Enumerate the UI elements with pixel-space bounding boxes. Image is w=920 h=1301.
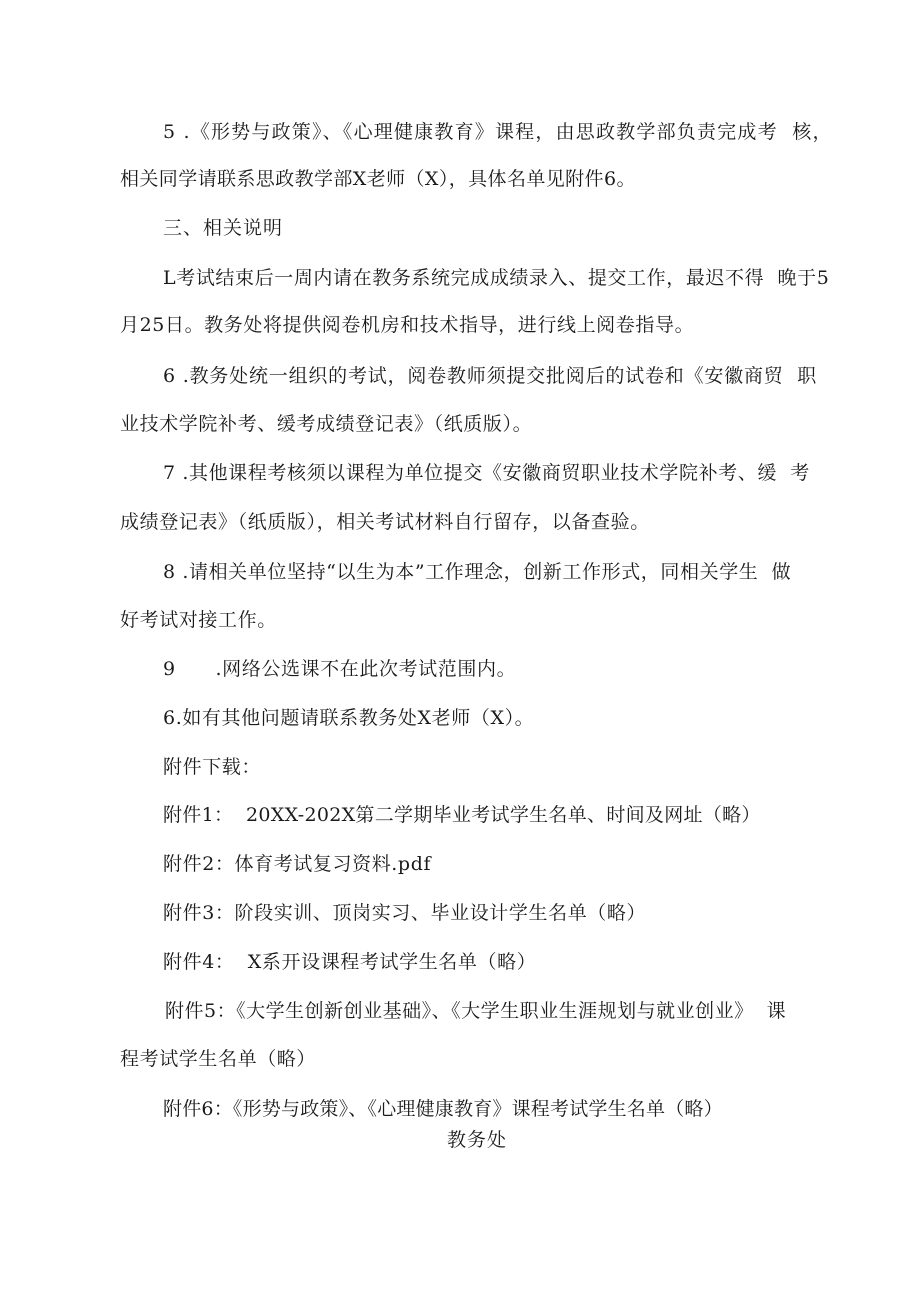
paragraph-line: 8 .请相关单位坚持“以生为本”工作理念，创新工作形式，同相关学生 做 [163, 561, 792, 583]
attachment-link-5-continued[interactable]: 程考试学生名单（略） [120, 1048, 317, 1070]
paragraph-line: 相关同学请联系思政教学部X老师（X），具体名单见附件6。 [120, 168, 636, 190]
paragraph-line: 6.如有其他问题请联系教务处X老师（X）。 [163, 707, 535, 729]
attachment-link-6[interactable]: 附件6：《形势与政策》、《心理健康教育》课程考试学生名单（略） [163, 1098, 723, 1120]
paragraph-line: 月25日。教务处将提供阅卷机房和技术指导，进行线上阅卷指导。 [120, 314, 695, 336]
attachment-link-1[interactable]: 附件1： 20XX-202X第二学期毕业考试学生名单、时间及网址（略） [163, 804, 761, 826]
attachments-heading: 附件下载： [163, 756, 262, 778]
paragraph-line: 7 .其他课程考核须以课程为单位提交《安徽商贸职业技术学院补考、缓 考 [163, 462, 810, 484]
signature-department: 教务处 [447, 1129, 508, 1151]
paragraph-line: 成绩登记表》（纸质版），相关考试材料自行留存，以备查验。 [120, 511, 650, 533]
attachment-link-4[interactable]: 附件4： X系开设课程考试学生名单（略） [163, 951, 537, 973]
attachment-link-2[interactable]: 附件2：体育考试复习资料.pdf [163, 853, 432, 875]
attachment-link-5[interactable]: 附件5：《大学生创新创业基础》、《大学生职业生涯规划与就业创业》 课 [165, 1000, 787, 1022]
section-heading: 三、相关说明 [163, 217, 284, 239]
paragraph-line: 好考试对接工作。 [120, 609, 277, 631]
paragraph-line: 6 .教务处统一组织的考试，阅卷教师须提交批阅后的试卷和《安徽商贸 职 [163, 365, 818, 387]
paragraph-line: 5 .《形势与政策》、《心理健康教育》课程，由思政教学部负责完成考 核， [163, 121, 833, 143]
paragraph-line: 9 .网络公选课不在此次考试范围内。 [163, 658, 517, 680]
attachment-link-3[interactable]: 附件3：阶段实训、顶岗实习、毕业设计学生名单（略） [163, 902, 647, 924]
paragraph-line: 业技术学院补考、缓考成绩登记表》（纸质版）。 [120, 413, 533, 435]
paragraph-line: L考试结束后一周内请在教务系统完成成绩录入、提交工作，最迟不得 晚于5 [163, 267, 830, 289]
